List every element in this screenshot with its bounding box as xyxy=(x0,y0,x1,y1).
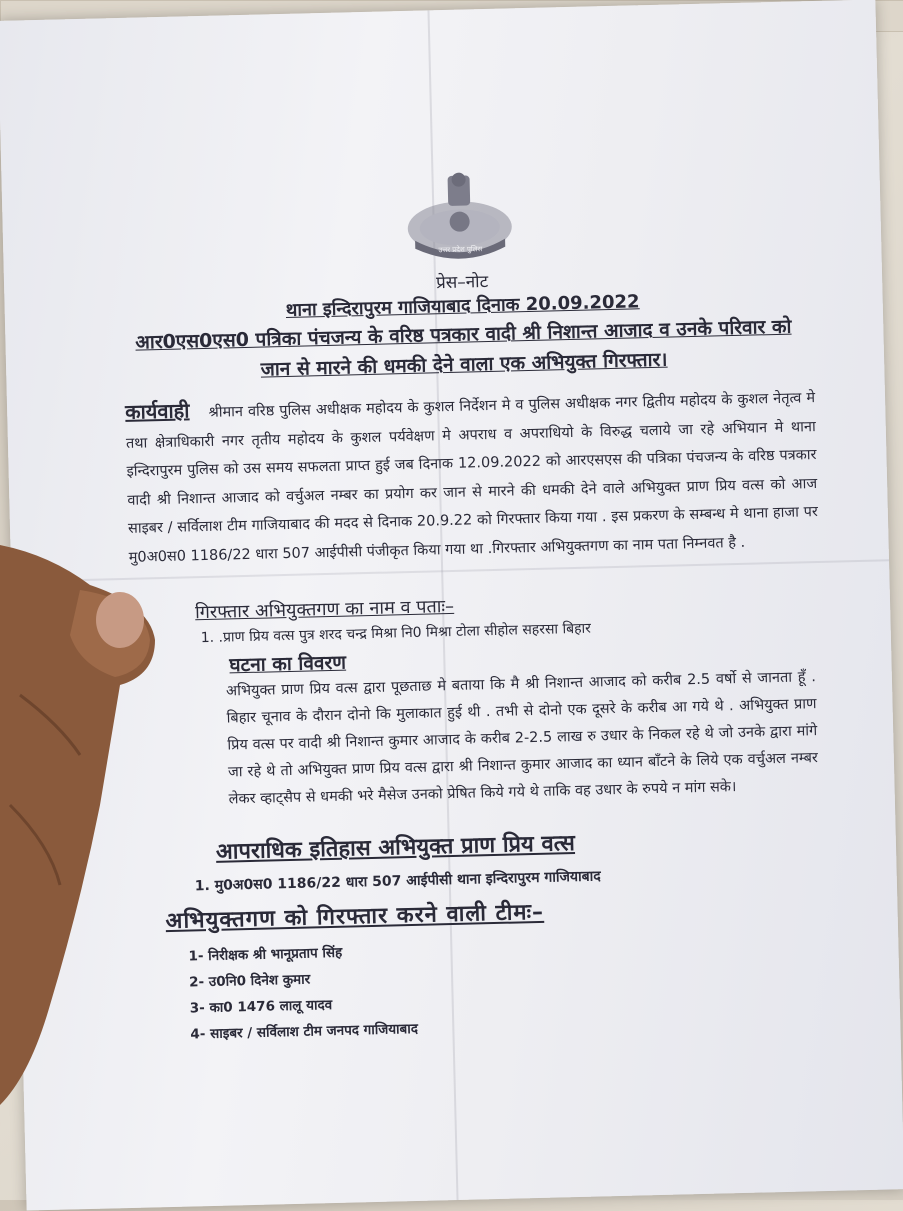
team-member: 1- निरीक्षक श्री भानूप्रताप सिंह xyxy=(188,944,343,965)
accused-title: गिरफ्तार अभियुक्तगण का नाम व पताः– xyxy=(194,595,455,624)
accused-item: 1. .प्राण प्रिय वत्स पुत्र शरद चन्द्र मिश्रा नि0 मिश्रा टोला सीहोल सहरसा बिहार xyxy=(200,620,592,647)
press-note-label: प्रेस–नोट xyxy=(435,271,489,294)
team-member: 4- साइबर / सर्विलाश टीम जनपद गाजियाबाद xyxy=(190,1020,419,1043)
incident-body: अभियुक्त प्राण प्रिय वत्स द्वारा पूछताछ मे बताया कि मै श्री निशान्त आजाद को करीब 2.5 वर्षो से जानता हूँ . बिहार चूनाव के दौरान दोनो कि मुलाकात हुई थी . तभी से दोनो एक दूसरे के करीब आ गये थे . अभियुक्त प्राण प्रिय वत्स पर वादी श्री निशान्त कुमार आजाद के करीब 2-2.5 लाख रु उधार के निकल रहे थे जो उनके द्वारा मांगे जा रहे थे तो अभियुक्त प्राण प्रिय वत्स द्वारा श्री निशान्त कुमार आजाद का ध्यान बाँटने के लिये एक वर्चुअल नम्बर लेकर व्हाट्सैप से धमकी भरे मैसेज उनको प्रेषित किये गये थे ताकि वह उधार के रुपये न मांग सके। xyxy=(225,669,819,808)
team-member: 2- उ0नि0 दिनेश कुमार xyxy=(188,971,311,991)
emblem-motto: उत्तर प्रदेश पुलिस xyxy=(438,245,483,255)
team-member: 3- का0 1476 लालू यादव xyxy=(189,997,333,1017)
holding-hand xyxy=(0,545,200,1105)
headline-line-1: आर0एस0एस0 पत्रिका पंचजन्य के वरिष्ठ पत्रकार वादी श्री निशान्त आजाद व उनके परिवार को xyxy=(135,315,792,354)
office-date-line: थाना इन्दिरापुरम गाजियाबाद दिनाक 20.09.2022 xyxy=(285,291,640,321)
criminal-history-title: आपराधिक इतिहास अभियुक्त प्राण प्रिय वत्स xyxy=(215,831,576,865)
action-label: कार्यवाही xyxy=(124,398,190,424)
arrest-team-list xyxy=(188,941,418,1051)
incident-title: घटना का विवरण xyxy=(229,651,347,677)
headline-line-2: जान से मारने की धमकी देने वाला एक अभियुक्त गिरफ्तार। xyxy=(260,348,668,381)
action-paragraph xyxy=(125,381,819,572)
thumbnail xyxy=(96,592,144,648)
up-police-emblem-icon xyxy=(399,168,519,261)
arrest-team-title: अभियुक्तगण को गिरफ्तार करने वाली टीमः– xyxy=(165,899,545,935)
criminal-history-item: 1. मु0अ0स0 1186/22 धारा 507 आईपीसी थाना इन्दिरापुरम गाजियाबाद xyxy=(194,868,601,895)
document-content xyxy=(124,162,819,1043)
action-body: श्रीमान वरिष्ठ पुलिस अधीक्षक महोदय के कुशल निर्देशन मे व पुलिस अधीक्षक नगर द्वितीय महोदय के कुशल नेतृत्व मे तथा क्षेत्राधिकारी नगर तृतीय महोदय के कुशल पर्यवेक्षण मे अपराध व अपराधियो के विरुद्ध चलाये जा रहे अभियान मे थाना इन्दिरापुरम पुलिस को उस समय सफलता प्राप्त हुई जब दिनाक 12.09.2022 को आरएसएस की पत्रिका पंचजन्य के वरिष्ठ पत्रकार वादी श्री निशान्त आजाद को वर्चुअल नम्बर का प्रयोग कर जान से मारने की धमकी देने वाले अभियुक्त प्राण प्रिय वत्स को आज साइबर / सर्विलाश टीम गाजियाबाद की मदद से दिनाक 20.9.22 को गिरफ्तार किया गया . इस प्रकरण के सम्बन्ध मे थाना हाजा पर मु0अ0स0 1186/22 धारा 507 आईपीसी पंजीकृत किया गया था .गिरफ्तार अभियुक्तगण का नाम पता निम्नवत है . xyxy=(125,390,819,566)
